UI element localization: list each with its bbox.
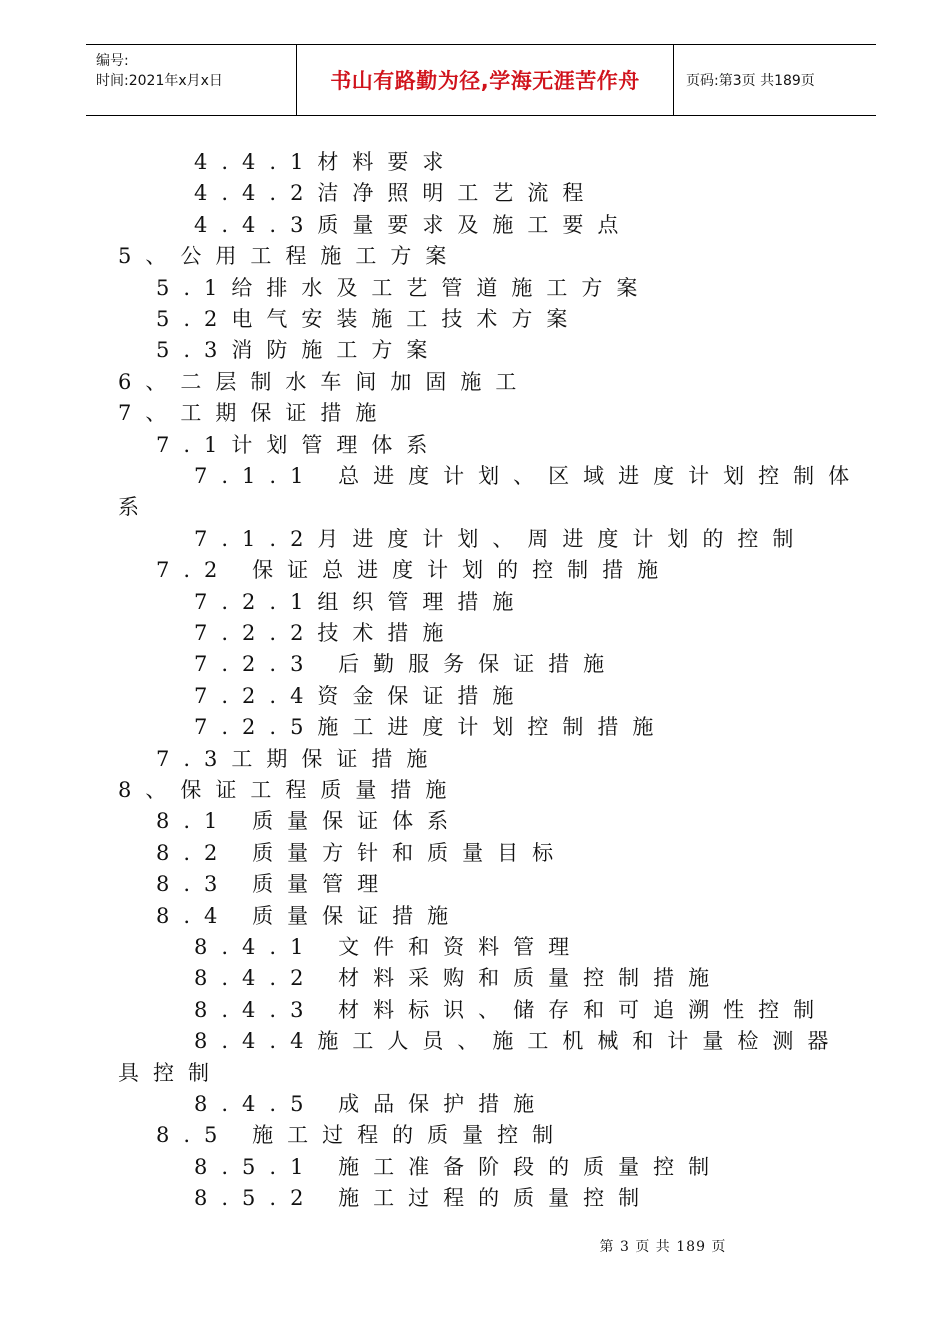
toc-line: 7.2.3 后勤服务保证措施 <box>194 652 619 677</box>
toc-line: 7.3工期保证措施 <box>156 746 442 771</box>
toc-line: 4.4.3质量要求及施工要点 <box>194 212 633 237</box>
header-meta <box>86 45 297 115</box>
page-footer <box>0 1236 950 1256</box>
footer-page-number: 第 3 页 共 189 页 <box>599 1239 727 1255</box>
toc-line: 7.1.2月进度计划、周进度计划的控制 <box>194 526 808 551</box>
toc-line: 4.4.2洁净照明工艺流程 <box>194 181 598 206</box>
toc-line: 8.5.2 施工过程的质量控制 <box>194 1186 654 1211</box>
toc-line: 7.2.1组织管理措施 <box>194 589 528 614</box>
toc-line: 8.1 质量保证体系 <box>156 809 463 834</box>
toc-line: 8、保证工程质量措施 <box>118 778 461 802</box>
toc-line: 具控制 <box>118 1060 223 1085</box>
toc-line: 5.2电气安装施工技术方案 <box>156 307 582 331</box>
page-header <box>86 44 876 116</box>
toc-line: 7、工期保证措施 <box>118 401 391 426</box>
toc-line: 7.1计划管理体系 <box>156 432 442 457</box>
toc-line: 7.2.2技术措施 <box>194 621 458 645</box>
time-label: 时间:2021年x月x日 <box>96 73 223 89</box>
toc-line: 8.5 施工过程的质量控制 <box>156 1123 568 1148</box>
toc-line: 4.4.1材料要求 <box>194 150 458 174</box>
toc-line: 7.2.5施工进度计划控制措施 <box>194 715 668 740</box>
toc-line: 8.5.1 施工准备阶段的质量控制 <box>194 1154 724 1179</box>
toc-line: 7.2 保证总进度计划的控制措施 <box>156 558 673 583</box>
toc-line: 5.3消防施工方案 <box>156 338 442 363</box>
toc-line: 8.4 质量保证措施 <box>156 903 463 928</box>
toc-line: 8.3 质量管理 <box>156 872 393 897</box>
toc-line: 5、公用工程施工方案 <box>118 244 461 269</box>
toc-line: 8.4.3 材料标识、储存和可追溯性控制 <box>194 997 829 1022</box>
toc-line: 8.4.1 文件和资料管理 <box>194 935 584 959</box>
toc-line: 5.1给排水及工艺管道施工方案 <box>156 275 652 300</box>
code-label: 编号: <box>96 53 129 69</box>
toc-line: 8.2 质量方针和质量目标 <box>156 840 568 865</box>
toc-line: 系 <box>118 495 153 520</box>
toc-line: 6、二层制水车间加固施工 <box>118 369 531 394</box>
toc-line: 7.2.4资金保证措施 <box>194 683 528 708</box>
header-page-info: 页码:第3页 共189页 <box>686 73 815 89</box>
toc-line: 8.4.4施工人员、施工机械和计量检测器 <box>194 1029 843 1054</box>
header-motto: 书山有路勤为径,学海无涯苦作舟 <box>297 45 674 115</box>
toc-line: 8.4.5 成品保护措施 <box>194 1092 549 1116</box>
toc-line: 7.1.1 总进度计划、区域进度计划控制体 <box>194 464 864 488</box>
toc-line: 8.4.2 材料采购和质量控制措施 <box>194 966 724 991</box>
